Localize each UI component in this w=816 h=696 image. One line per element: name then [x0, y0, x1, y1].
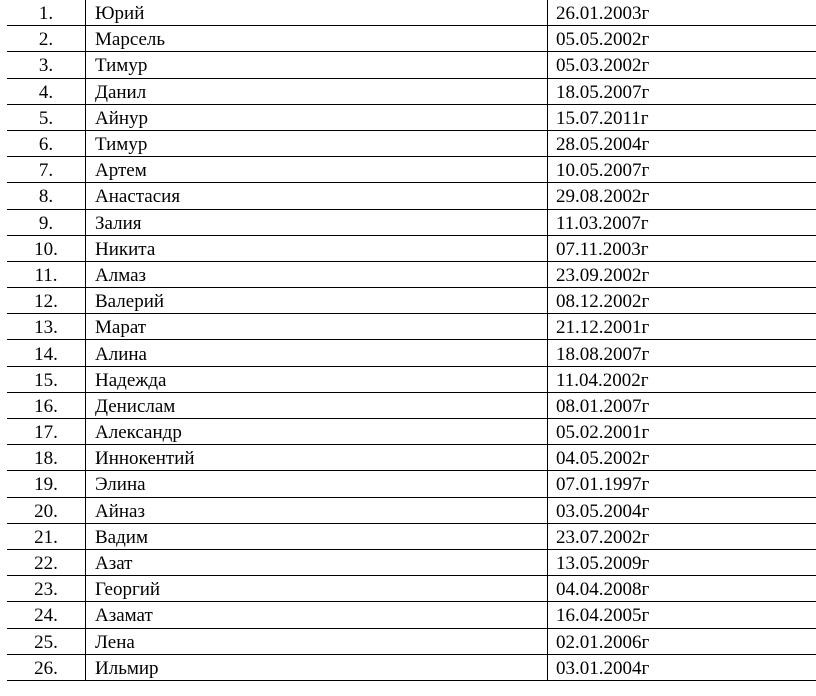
birth-date: 05.03.2002г: [556, 55, 650, 77]
table-row: [7, 209, 816, 235]
table-row: [7, 392, 816, 418]
person-name: Иннокентий: [95, 448, 195, 470]
birthdate-cell: [548, 78, 816, 104]
row-number-cell: [7, 78, 86, 104]
table-row: [7, 366, 816, 392]
person-name: Тимур: [95, 55, 148, 77]
row-number-cell: [7, 497, 86, 523]
birthdate-cell: [548, 209, 816, 235]
person-name: Азамат: [95, 605, 153, 627]
birth-date: 11.03.2007г: [556, 212, 649, 234]
table-row: [7, 157, 816, 183]
name-cell: [86, 366, 548, 392]
name-cell: [86, 288, 548, 314]
table-row: [7, 104, 816, 130]
roster-table-body: [7, 0, 816, 680]
row-number-cell: [7, 392, 86, 418]
name-cell: [86, 157, 548, 183]
name-cell: [86, 654, 548, 680]
person-name: Элина: [95, 474, 146, 496]
birth-date: 07.01.1997г: [556, 474, 650, 496]
birthdate-cell: [548, 654, 816, 680]
row-number: 5.: [38, 107, 54, 129]
name-cell: [86, 235, 548, 261]
birthdate-cell: [548, 261, 816, 287]
row-number-cell: [7, 26, 86, 52]
birth-date: 26.01.2003г: [556, 3, 650, 25]
name-cell: [86, 104, 548, 130]
name-cell: [86, 26, 548, 52]
birthdate-cell: [548, 549, 816, 575]
name-cell: [86, 602, 548, 628]
birthdate-cell: [548, 602, 816, 628]
person-name: Юрий: [95, 3, 145, 25]
row-number-cell: [7, 157, 86, 183]
table-row: [7, 130, 816, 156]
birth-date: 13.05.2009г: [556, 553, 650, 575]
birthdate-cell: [548, 523, 816, 549]
birth-date: 23.07.2002г: [556, 526, 650, 548]
birth-date: 05.02.2001г: [556, 422, 650, 444]
row-number-cell: [7, 576, 86, 602]
row-number: 3.: [38, 55, 54, 77]
birth-date: 21.12.2001г: [556, 317, 650, 339]
row-number: 8.: [38, 186, 54, 208]
row-number: 10.: [34, 238, 58, 260]
person-name: Анастасия: [95, 186, 181, 208]
person-name: Алмаз: [95, 264, 147, 286]
birth-date: 03.01.2004г: [556, 657, 650, 679]
name-cell: [86, 523, 548, 549]
table-row: [7, 52, 816, 78]
row-number: 22.: [34, 553, 58, 575]
birthdate-cell: [548, 26, 816, 52]
row-number-cell: [7, 523, 86, 549]
name-cell: [86, 183, 548, 209]
name-cell: [86, 497, 548, 523]
row-number: 12.: [34, 291, 58, 313]
person-name: Денислам: [95, 395, 176, 417]
birth-date: 10.05.2007г: [556, 160, 650, 182]
birthdate-cell: [548, 0, 816, 26]
row-number: 11.: [34, 264, 58, 286]
birth-date: 18.08.2007г: [556, 343, 650, 365]
person-name: Александр: [95, 422, 182, 444]
row-number: 6.: [38, 134, 54, 156]
name-cell: [86, 576, 548, 602]
name-cell: [86, 130, 548, 156]
person-name: Марат: [95, 317, 147, 339]
birth-date: 15.07.2011г: [556, 107, 649, 129]
name-cell: [86, 549, 548, 575]
name-cell: [86, 392, 548, 418]
row-number: 25.: [34, 631, 58, 653]
birth-date: 05.05.2002г: [556, 29, 650, 51]
row-number: 14.: [34, 343, 58, 365]
table-row: [7, 419, 816, 445]
birth-date: 08.01.2007г: [556, 395, 650, 417]
person-name: Валерий: [95, 291, 165, 313]
table-row: [7, 549, 816, 575]
person-name: Лена: [95, 631, 135, 653]
table-row: [7, 654, 816, 680]
row-number: 7.: [38, 160, 54, 182]
table-row: [7, 78, 816, 104]
table-row: [7, 628, 816, 654]
row-number-cell: [7, 314, 86, 340]
table-row: [7, 183, 816, 209]
birth-date: 02.01.2006г: [556, 631, 650, 653]
person-name: Георгий: [95, 579, 161, 601]
person-name: Айназ: [95, 500, 145, 522]
birthdate-cell: [548, 157, 816, 183]
birthdate-cell: [548, 288, 816, 314]
table-row: [7, 235, 816, 261]
birth-date: 16.04.2005г: [556, 605, 650, 627]
birthdate-cell: [548, 445, 816, 471]
row-number-cell: [7, 0, 86, 26]
row-number: 4.: [38, 81, 54, 103]
table-row: [7, 445, 816, 471]
row-number-cell: [7, 419, 86, 445]
row-number: 2.: [38, 29, 54, 51]
birth-date: 23.09.2002г: [556, 264, 650, 286]
row-number-cell: [7, 471, 86, 497]
roster-table: [7, 0, 816, 681]
person-name: Надежда: [95, 369, 167, 391]
birthdate-cell: [548, 183, 816, 209]
birth-date: 18.05.2007г: [556, 81, 650, 103]
birth-date: 03.05.2004г: [556, 500, 650, 522]
row-number-cell: [7, 183, 86, 209]
table-row: [7, 314, 816, 340]
row-number: 21.: [34, 526, 58, 548]
birth-date: 04.05.2002г: [556, 448, 650, 470]
table-row: [7, 523, 816, 549]
birth-date: 08.12.2002г: [556, 291, 650, 313]
person-name: Артем: [95, 160, 147, 182]
row-number-cell: [7, 209, 86, 235]
name-cell: [86, 445, 548, 471]
table-row: [7, 602, 816, 628]
name-cell: [86, 52, 548, 78]
row-number: 17.: [34, 422, 58, 444]
name-cell: [86, 340, 548, 366]
name-cell: [86, 419, 548, 445]
birth-date: 28.05.2004г: [556, 134, 650, 156]
table-row: [7, 471, 816, 497]
birthdate-cell: [548, 497, 816, 523]
name-cell: [86, 0, 548, 26]
row-number: 26.: [34, 657, 58, 679]
birthdate-cell: [548, 104, 816, 130]
table-row: [7, 340, 816, 366]
birth-date: 04.04.2008г: [556, 579, 650, 601]
row-number-cell: [7, 628, 86, 654]
person-name: Данил: [95, 81, 147, 103]
row-number-cell: [7, 104, 86, 130]
table-row: [7, 497, 816, 523]
row-number-cell: [7, 52, 86, 78]
birthdate-cell: [548, 392, 816, 418]
name-cell: [86, 209, 548, 235]
row-number-cell: [7, 340, 86, 366]
birthdate-cell: [548, 130, 816, 156]
row-number: 1.: [38, 3, 54, 25]
birthdate-cell: [548, 471, 816, 497]
row-number-cell: [7, 235, 86, 261]
row-number-cell: [7, 261, 86, 287]
person-name: Залия: [95, 212, 142, 234]
row-number: 23.: [34, 579, 58, 601]
birthdate-cell: [548, 314, 816, 340]
birthdate-cell: [548, 235, 816, 261]
row-number: 24.: [34, 605, 58, 627]
row-number-cell: [7, 288, 86, 314]
birthdate-cell: [548, 52, 816, 78]
name-cell: [86, 628, 548, 654]
row-number: 20.: [34, 500, 58, 522]
name-cell: [86, 261, 548, 287]
table-row: [7, 576, 816, 602]
row-number-cell: [7, 445, 86, 471]
row-number-cell: [7, 130, 86, 156]
table-row: [7, 288, 816, 314]
row-number-cell: [7, 654, 86, 680]
person-name: Ильмир: [95, 657, 159, 679]
row-number-cell: [7, 549, 86, 575]
name-cell: [86, 314, 548, 340]
birthdate-cell: [548, 419, 816, 445]
person-name: Тимур: [95, 134, 148, 156]
person-name: Никита: [95, 238, 156, 260]
table-row: [7, 261, 816, 287]
person-name: Айнур: [95, 107, 149, 129]
row-number: 18.: [34, 448, 58, 470]
row-number: 9.: [38, 212, 54, 234]
person-name: Вадим: [95, 526, 148, 548]
birth-date: 29.08.2002г: [556, 186, 650, 208]
birth-date: 11.04.2002г: [556, 369, 649, 391]
person-name: Марсель: [95, 29, 166, 51]
row-number: 19.: [34, 474, 58, 496]
birthdate-cell: [548, 366, 816, 392]
name-cell: [86, 78, 548, 104]
birth-date: 07.11.2003г: [556, 238, 649, 260]
person-name: Алина: [95, 343, 147, 365]
row-number-cell: [7, 366, 86, 392]
row-number: 13.: [34, 317, 58, 339]
row-number: 16.: [34, 395, 58, 417]
birthdate-cell: [548, 576, 816, 602]
row-number-cell: [7, 602, 86, 628]
name-cell: [86, 471, 548, 497]
birthdate-cell: [548, 628, 816, 654]
person-name: Азат: [95, 553, 133, 575]
birthdate-cell: [548, 340, 816, 366]
row-number: 15.: [34, 369, 58, 391]
table-row: [7, 0, 816, 26]
table-row: [7, 26, 816, 52]
